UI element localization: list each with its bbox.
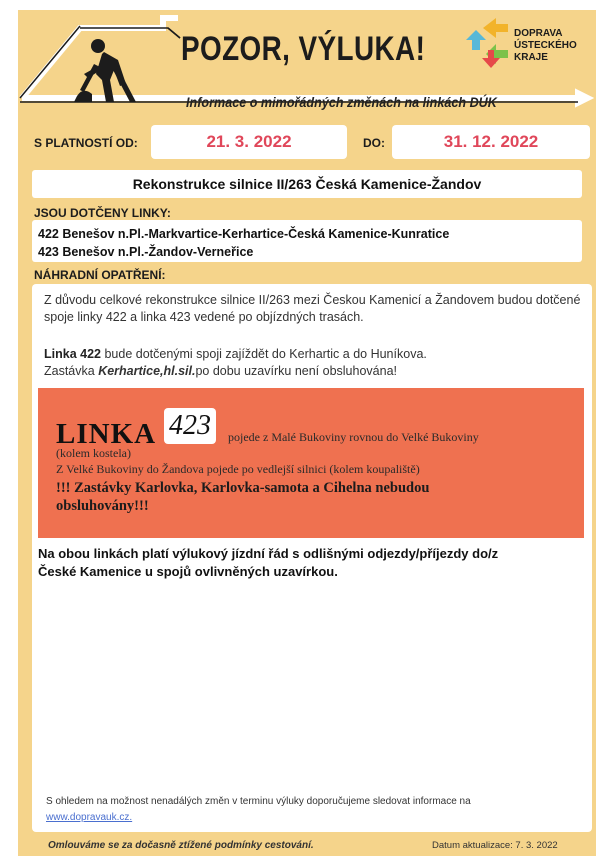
page-subtitle: Informace o mimořádných změnách na linkách DÚK — [186, 94, 497, 110]
roadworker-icon — [74, 39, 136, 102]
footer-apology: Omlouváme se za dočasně ztížené podmínky cestování. — [48, 840, 314, 851]
affected-line-423: 423 Benešov n.Pl.-Žandov-Verneřice — [38, 245, 254, 259]
closure-heading: Rekonstrukce silnice II/263 Česká Kamenice-Žandov — [132, 176, 482, 192]
line-422-info — [44, 346, 582, 363]
affected-line-422: 422 Benešov n.Pl.-Markvartice-Kerhartice-Česká Kamenice-Kunratice — [38, 227, 450, 241]
alert-linka-label: LINKA — [56, 418, 157, 450]
road-line — [22, 18, 178, 98]
measures-label: NÁHRADNÍ OPATŘENÍ: — [34, 268, 166, 282]
alert-route-line3: Z Velké Bukoviny do Žandova pojede po vedlejší silnici (kolem koupaliště) — [56, 462, 420, 476]
validity-to-label: DO: — [363, 136, 385, 150]
affected-lines-list — [32, 222, 582, 262]
header — [18, 10, 596, 125]
notice-page — [18, 10, 596, 856]
line-422-name: Linka 422 — [44, 347, 101, 361]
footer-updated: Datum aktualizace: 7. 3. 2022 — [432, 840, 558, 851]
validity-from-date: 21. 3. 2022 — [151, 125, 347, 159]
arrow-icon — [576, 90, 592, 106]
footer-link[interactable]: www.dopravauk.cz. — [46, 812, 133, 823]
closed-stop-name: Kerhartice,hl.sil. — [98, 364, 196, 378]
footer-advice: S ohledem na možnost nenadálých změn v terminu výluky doporučujeme sledovat informace na — [46, 796, 471, 807]
line-423-alert — [38, 388, 584, 538]
logo-text: DOPRAVA ÚSTECKÉHO KRAJE — [514, 28, 577, 63]
stop-closure-info: Zastávka Kerhartice,hl.sil.po dobu uzavírku není obsluhována! — [44, 364, 397, 378]
validity-to-date: 31. 12. 2022 — [392, 125, 590, 159]
affected-lines-label: JSOU DOTČENY LINKY: — [34, 206, 171, 220]
alert-route-line1: pojede z Malé Bukoviny rovnou do Velké Bukoviny — [228, 430, 479, 444]
alert-warning-line1: !!! Zastávky Karlovka, Karlovka-samota a Cihelna nebudou — [56, 480, 430, 496]
line-422-text: bude dotčenými spoji zajíždět do Kerhartic a do Huníkova. — [100, 347, 427, 361]
alert-route-line2: (kolem kostela) — [56, 446, 131, 460]
timetable-note-line2: České Kamenice u spojů ovlivněných uzavírkou. — [38, 564, 338, 579]
duk-logo-icon — [466, 18, 508, 68]
timetable-note-line1: Na obou linkách platí výlukový jízdní řád s odlišnými odjezdy/příjezdy do/z — [38, 546, 499, 561]
validity-from-label: S PLATNOSTÍ OD: — [34, 136, 138, 150]
measures-intro: Z důvodu celkové rekonstrukce silnice II/263 mezi Českou Kamenicí a Žandovem budou dotčené spoje linky 422 a linka 423 vedené po objízdných trasách. — [44, 293, 581, 324]
page-title: POZOR, VÝLUKA! — [181, 30, 426, 68]
alert-line-number: 423 — [164, 408, 216, 444]
alert-warning-line2: obsluhovány!!! — [56, 498, 149, 514]
